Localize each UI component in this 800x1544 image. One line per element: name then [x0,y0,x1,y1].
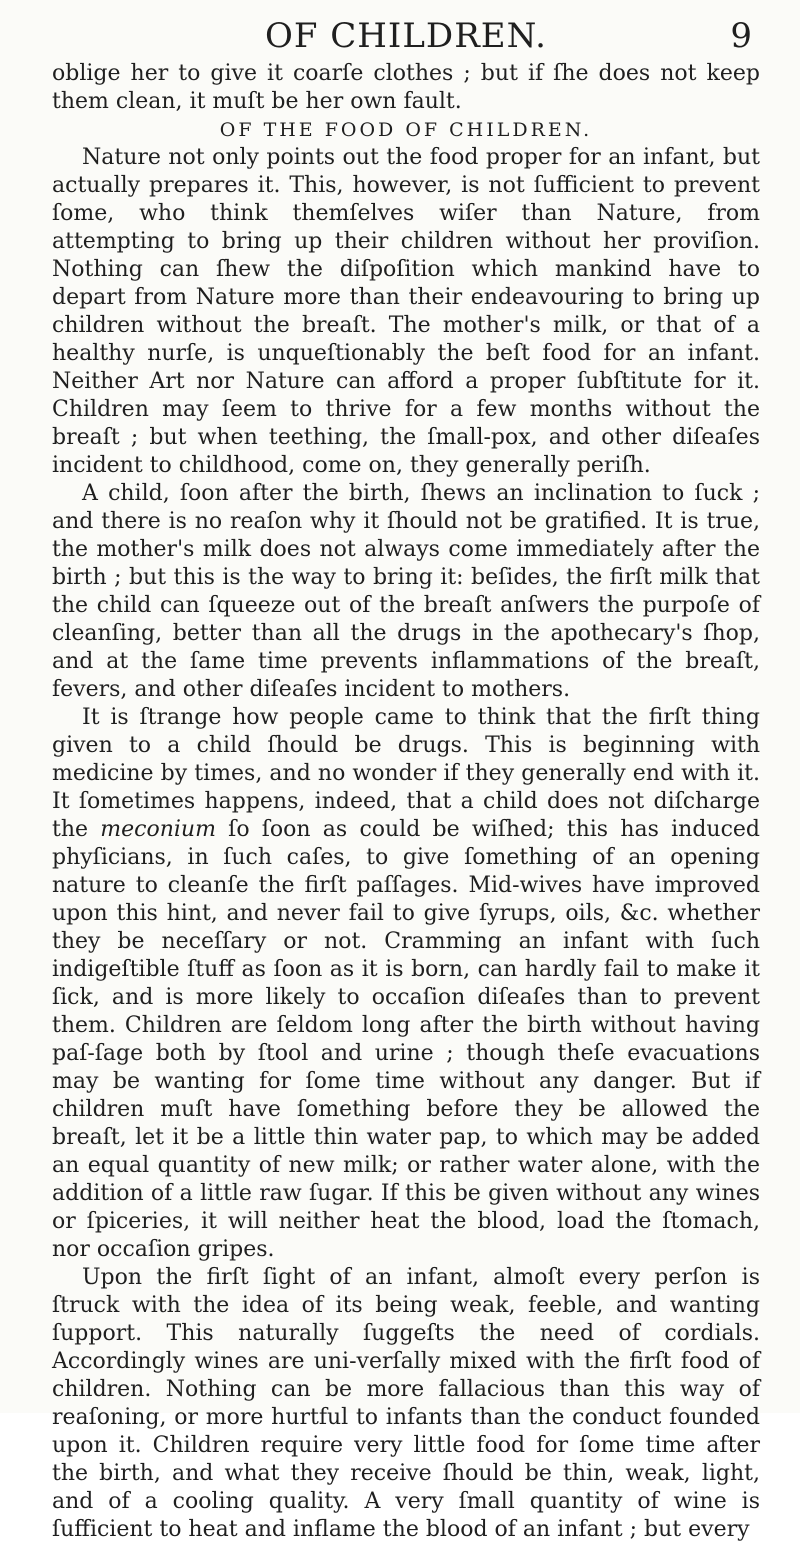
meconium-term: meconium [100,817,216,842]
body-text [52,60,760,1544]
paragraph-nature-food: Nature not only points out the food proper for an infant, but actually prepares it. This, however, is not ſufficient to prevent ſome, who think themſelves wiſer than Nature, from attempting to bring up their children without her proviſion. Nothing can ſhew the diſpoſition which mankind have to depart from Nature more than their endeavouring to bring up children without the breaſt. The mother's milk, or that of a healthy nurſe, is unqueſtionably the beſt food for an infant. Neither Art nor Nature can afford a proper ſubſtitute for it. Children may ſeem to thrive for a few months without the breaſt ; but when teething, the ſmall-pox, and other diſeaſes incident to childhood, come on, they generally periſh. [52,145,760,478]
paragraph-drugs-part-b: ſo ſoon as could be wiſhed; this has induced phyſicians, in ſuch caſes, to give ſomething of an opening nature to cleanſe the firſt paſſages. Mid-wives have improved upon this hint, and never fail to give ſyrups, oils, &c. whether they be neceſſary or not. Cramming an infant with ſuch indigeſtible ſtuff as ſoon as it is born, can hardly fail to make it ſick, and is more likely to occaſion diſeaſes than to prevent them. Children are ſeldom long after the birth without having paſ-ſage both by ſtool and urine ; though theſe evacuations may be wanting for ſome time without any danger. But if children muſt have ſomething before they be allowed the breaſt, let it be a little thin water pap, to which may be added an equal quantity of new milk; or rather water alone, with the addition of a little raw ſugar. If this be given without any wines or ſpiceries, it will neither heat the blood, load the ſtomach, nor occaſion gripes. [52,817,760,1262]
paragraph-drugs-part-a: It is ſtrange how people came to think that the firſt thing given to a child ſhould be drugs. This is beginning with medicine by times, and no wonder if they generally end with it. It ſometimes happens, indeed, that a child does not diſcharge the [52,705,760,842]
paragraph-child-suck: A child, ſoon after the birth, ſhews an inclination to ſuck ; and there is no reaſon why it ſhould not be gratified. It is true, the mother's milk does not always come immediately after the birth ; but this is the way to bring it: beſides, the firſt milk that the child can ſqueeze out of the breaſt anſwers the purpoſe of cleanſing, better than all the drugs in the apothecary's ſhop, and at the ſame time prevents inflammations of the breaſt, fevers, and other diſeaſes incident to mothers. [52,481,760,702]
running-title: OF CHILDREN. [264,16,547,56]
paragraph-drugs [52,704,760,1264]
page-number: 9 [730,16,752,56]
paragraph-cordials: Upon the firſt ſight of an infant, almoſt every perſon is ſtruck with the idea of its being weak, feeble, and wanting ſupport. This naturally ſuggeſts the need of cordials. Accordingly wines are uni-verſally mixed with the firſt food of children. Nothing can be more fallacious than this way of reaſoning, or more hurtful to infants than the conduct founded upon it. Children require very little food for ſome time after the birth, and what they receive ſhould be thin, weak, light, and of a cooling quality. A very ſmall quantity of wine is ſufficient to heat and inflame the blood of an infant ; but every [52,1265,760,1542]
paragraph-continuation: oblige her to give it coarſe clothes ; but if ſhe does not keep them clean, it muſt be her own fault. [52,61,760,114]
running-head [52,16,760,60]
section-heading: OF THE FOOD OF CHILDREN. [219,119,593,141]
